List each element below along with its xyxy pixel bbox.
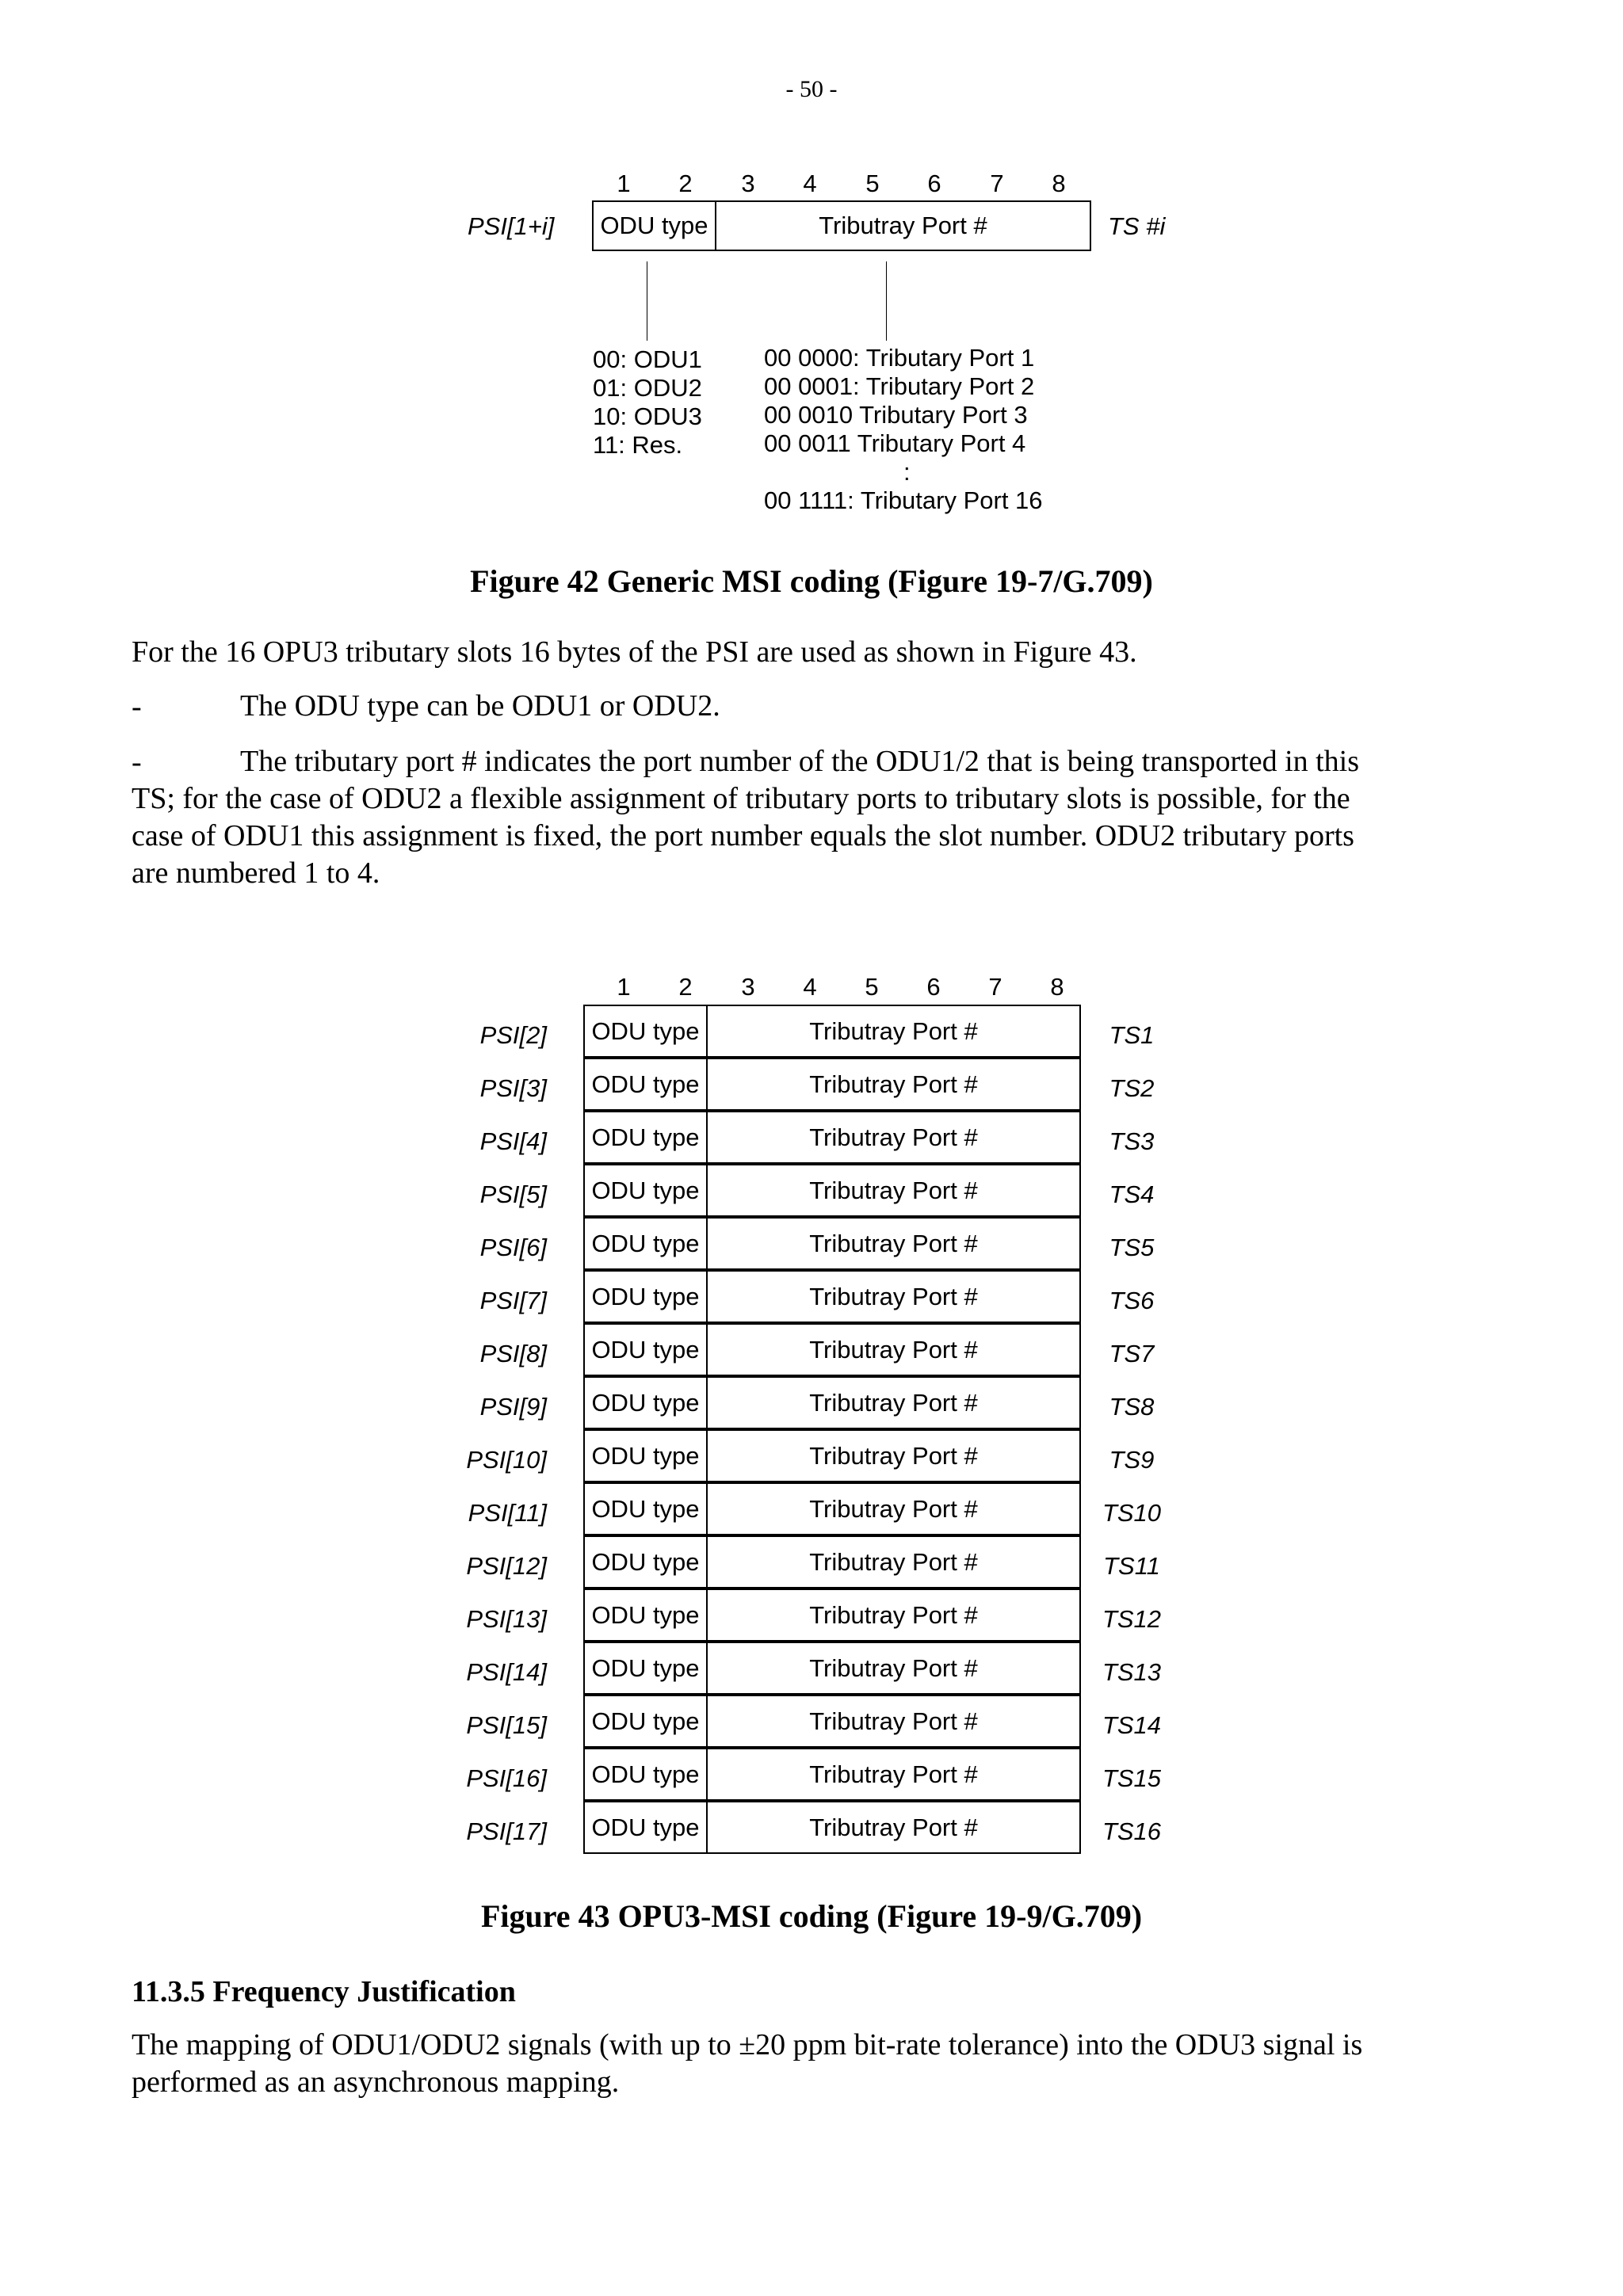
f43-odu-type-cell: ODU type xyxy=(583,1429,708,1482)
f43-psi-label: PSI[2] xyxy=(479,1021,547,1049)
f43-tributary-cell: Tributray Port # xyxy=(706,1642,1081,1695)
f43-psi-label: PSI[10] xyxy=(466,1446,547,1474)
f43-ts-label: TS9 xyxy=(1109,1446,1155,1474)
f42-col-number: 1 xyxy=(617,170,631,197)
f43-ts-label: TS12 xyxy=(1102,1605,1162,1633)
f43-odu-type-cell: ODU type xyxy=(583,1111,708,1164)
f42-port-code: 00 0010 Tributary Port 3 xyxy=(764,401,1028,429)
f43-col-number: 4 xyxy=(803,973,817,1001)
f42-odu-code: 11: Res. xyxy=(593,431,683,459)
f43-psi-label: PSI[11] xyxy=(468,1499,547,1527)
bullet-2-line: case of ODU1 this assignment is fixed, the port number equals the slot number. ODU2 tributary ports xyxy=(132,819,1354,852)
bullet-2-line: The tributary port # indicates the port number of the ODU1/2 that is being transported in this xyxy=(240,745,1360,778)
f43-odu-type-cell: ODU type xyxy=(583,1695,708,1748)
f43-row xyxy=(583,1748,1081,1801)
f43-col-number: 1 xyxy=(617,973,631,1001)
f43-psi-label: PSI[9] xyxy=(479,1393,547,1421)
f43-odu-type-cell: ODU type xyxy=(583,1323,708,1376)
f43-tributary-cell: Tributray Port # xyxy=(706,1270,1081,1323)
f42-col-number: 7 xyxy=(990,170,1004,197)
f43-odu-type-cell: ODU type xyxy=(583,1642,708,1695)
f43-tributary-cell: Tributray Port # xyxy=(706,1482,1081,1535)
f43-psi-label: PSI[5] xyxy=(479,1180,547,1208)
f43-tributary-cell: Tributray Port # xyxy=(706,1429,1081,1482)
f43-row xyxy=(583,1376,1081,1429)
f43-tributary-cell: Tributray Port # xyxy=(706,1217,1081,1270)
f42-col-number: 8 xyxy=(1052,170,1066,197)
f42-port-code: 00 0000: Tributary Port 1 xyxy=(764,344,1035,372)
f43-row xyxy=(583,1217,1081,1270)
section-heading: 11.3.5 Frequency Justification xyxy=(132,1975,516,2008)
f43-tributary-cell: Tributray Port # xyxy=(706,1748,1081,1801)
f42-col-number: 5 xyxy=(865,170,880,197)
f43-row xyxy=(583,1058,1081,1111)
f43-row xyxy=(583,1005,1081,1058)
f42-row-label: PSI[1+i] xyxy=(468,212,555,240)
f43-odu-type-cell: ODU type xyxy=(583,1801,708,1854)
f43-row xyxy=(583,1535,1081,1589)
f43-ts-label: TS10 xyxy=(1102,1499,1162,1527)
f43-row xyxy=(583,1164,1081,1217)
f43-col-number: 5 xyxy=(865,973,879,1001)
f43-row xyxy=(583,1801,1081,1854)
f43-ts-label: TS4 xyxy=(1109,1180,1155,1208)
intro-paragraph: For the 16 OPU3 tributary slots 16 bytes of the PSI are used as shown in Figure 43. xyxy=(132,635,1137,669)
f43-row xyxy=(583,1695,1081,1748)
f43-psi-label: PSI[3] xyxy=(479,1074,547,1102)
f43-ts-label: TS6 xyxy=(1109,1287,1155,1314)
bullet-dash: - xyxy=(132,746,142,779)
f42-col-number: 3 xyxy=(741,170,755,197)
f43-ts-label: TS11 xyxy=(1103,1552,1160,1580)
f43-odu-type-cell: ODU type xyxy=(583,1005,708,1058)
f43-col-number: 2 xyxy=(678,973,693,1001)
page-number: - 50 - xyxy=(785,76,838,102)
f43-col-number: 7 xyxy=(988,973,1002,1001)
f43-psi-label: PSI[13] xyxy=(466,1605,547,1633)
f43-psi-label: PSI[14] xyxy=(466,1658,547,1686)
f43-odu-type-cell: ODU type xyxy=(583,1164,708,1217)
f42-port-code: 00 1111: Tributary Port 16 xyxy=(764,486,1043,514)
f42-odu-type-field xyxy=(592,200,716,251)
f43-psi-label: PSI[17] xyxy=(466,1817,547,1845)
section-paragraph-line: performed as an asynchronous mapping. xyxy=(132,2065,620,2099)
f43-row xyxy=(583,1323,1081,1376)
section-paragraph-line: The mapping of ODU1/ODU2 signals (with up to ±20 ppm bit-rate tolerance) into the ODU3 signal is xyxy=(132,2028,1363,2061)
f43-tributary-cell: Tributray Port # xyxy=(706,1695,1081,1748)
bullet-dash: - xyxy=(132,690,142,723)
f43-psi-label: PSI[15] xyxy=(466,1711,547,1739)
f42-col-number: 6 xyxy=(927,170,941,197)
f43-ts-label: TS13 xyxy=(1102,1658,1162,1686)
f42-tributary-label: Tributray Port # xyxy=(819,212,987,239)
f43-col-number: 6 xyxy=(926,973,941,1001)
f43-tributary-cell: Tributray Port # xyxy=(706,1535,1081,1589)
f42-trib-pointer-line xyxy=(886,261,887,341)
f43-tributary-cell: Tributray Port # xyxy=(706,1376,1081,1429)
bullet-1-text: The ODU type can be ODU1 or ODU2. xyxy=(240,689,720,723)
figure-43-caption: Figure 43 OPU3-MSI coding (Figure 19-9/G.709) xyxy=(480,1898,1143,1934)
f43-row xyxy=(583,1270,1081,1323)
f43-odu-type-cell: ODU type xyxy=(583,1058,708,1111)
f43-ts-label: TS8 xyxy=(1109,1393,1155,1421)
f43-odu-type-cell: ODU type xyxy=(583,1376,708,1429)
f42-ts-label: TS #i xyxy=(1108,212,1166,240)
f43-ts-label: TS7 xyxy=(1109,1340,1155,1367)
f43-ts-label: TS16 xyxy=(1102,1817,1162,1845)
f42-port-code: 00 0011 Tributary Port 4 xyxy=(764,429,1026,457)
f43-tributary-cell: Tributray Port # xyxy=(706,1005,1081,1058)
f43-row xyxy=(583,1589,1081,1642)
f43-ts-label: TS3 xyxy=(1109,1127,1155,1155)
f43-odu-type-cell: ODU type xyxy=(583,1748,708,1801)
f43-col-number: 8 xyxy=(1050,973,1064,1001)
f42-col-number: 2 xyxy=(678,170,693,197)
f43-ts-label: TS5 xyxy=(1109,1234,1155,1261)
f42-col-number: 4 xyxy=(803,170,817,197)
f42-port-code: 00 0001: Tributary Port 2 xyxy=(764,372,1035,400)
f42-port-ellipsis: : xyxy=(903,458,911,486)
f43-tributary-cell: Tributray Port # xyxy=(706,1801,1081,1854)
f42-odu-code: 00: ODU1 xyxy=(593,345,702,373)
f43-odu-type-cell: ODU type xyxy=(583,1589,708,1642)
f42-odu-type-label: ODU type xyxy=(600,212,708,239)
f43-tributary-cell: Tributray Port # xyxy=(706,1589,1081,1642)
f43-tributary-cell: Tributray Port # xyxy=(706,1058,1081,1111)
f43-tributary-cell: Tributray Port # xyxy=(706,1111,1081,1164)
f43-psi-label: PSI[8] xyxy=(479,1340,547,1367)
bullet-2-line: TS; for the case of ODU2 a flexible assignment of tributary ports to tributary slots is possible, for the xyxy=(132,782,1350,815)
f43-psi-label: PSI[6] xyxy=(479,1234,547,1261)
f42-odu-code: 10: ODU3 xyxy=(593,402,702,430)
f42-odu-code: 01: ODU2 xyxy=(593,374,702,402)
f43-row xyxy=(583,1642,1081,1695)
f42-tributary-field xyxy=(715,200,1091,251)
figure-42-caption: Figure 42 Generic MSI coding (Figure 19-7/G.709) xyxy=(470,563,1153,599)
f43-odu-type-cell: ODU type xyxy=(583,1482,708,1535)
f43-row xyxy=(583,1482,1081,1535)
f43-row xyxy=(583,1429,1081,1482)
f43-row xyxy=(583,1111,1081,1164)
f43-ts-label: TS15 xyxy=(1102,1764,1162,1792)
f43-tributary-cell: Tributray Port # xyxy=(706,1164,1081,1217)
f43-psi-label: PSI[4] xyxy=(479,1127,547,1155)
f43-odu-type-cell: ODU type xyxy=(583,1217,708,1270)
f43-psi-label: PSI[16] xyxy=(466,1764,547,1792)
f43-ts-label: TS14 xyxy=(1102,1711,1162,1739)
f43-ts-label: TS1 xyxy=(1109,1021,1155,1049)
f43-psi-label: PSI[7] xyxy=(479,1287,547,1314)
f43-odu-type-cell: ODU type xyxy=(583,1270,708,1323)
f43-col-number: 3 xyxy=(741,973,755,1001)
f43-ts-label: TS2 xyxy=(1109,1074,1155,1102)
f43-tributary-cell: Tributray Port # xyxy=(706,1323,1081,1376)
bullet-2-line: are numbered 1 to 4. xyxy=(132,856,380,890)
f43-psi-label: PSI[12] xyxy=(466,1552,547,1580)
f43-odu-type-cell: ODU type xyxy=(583,1535,708,1589)
